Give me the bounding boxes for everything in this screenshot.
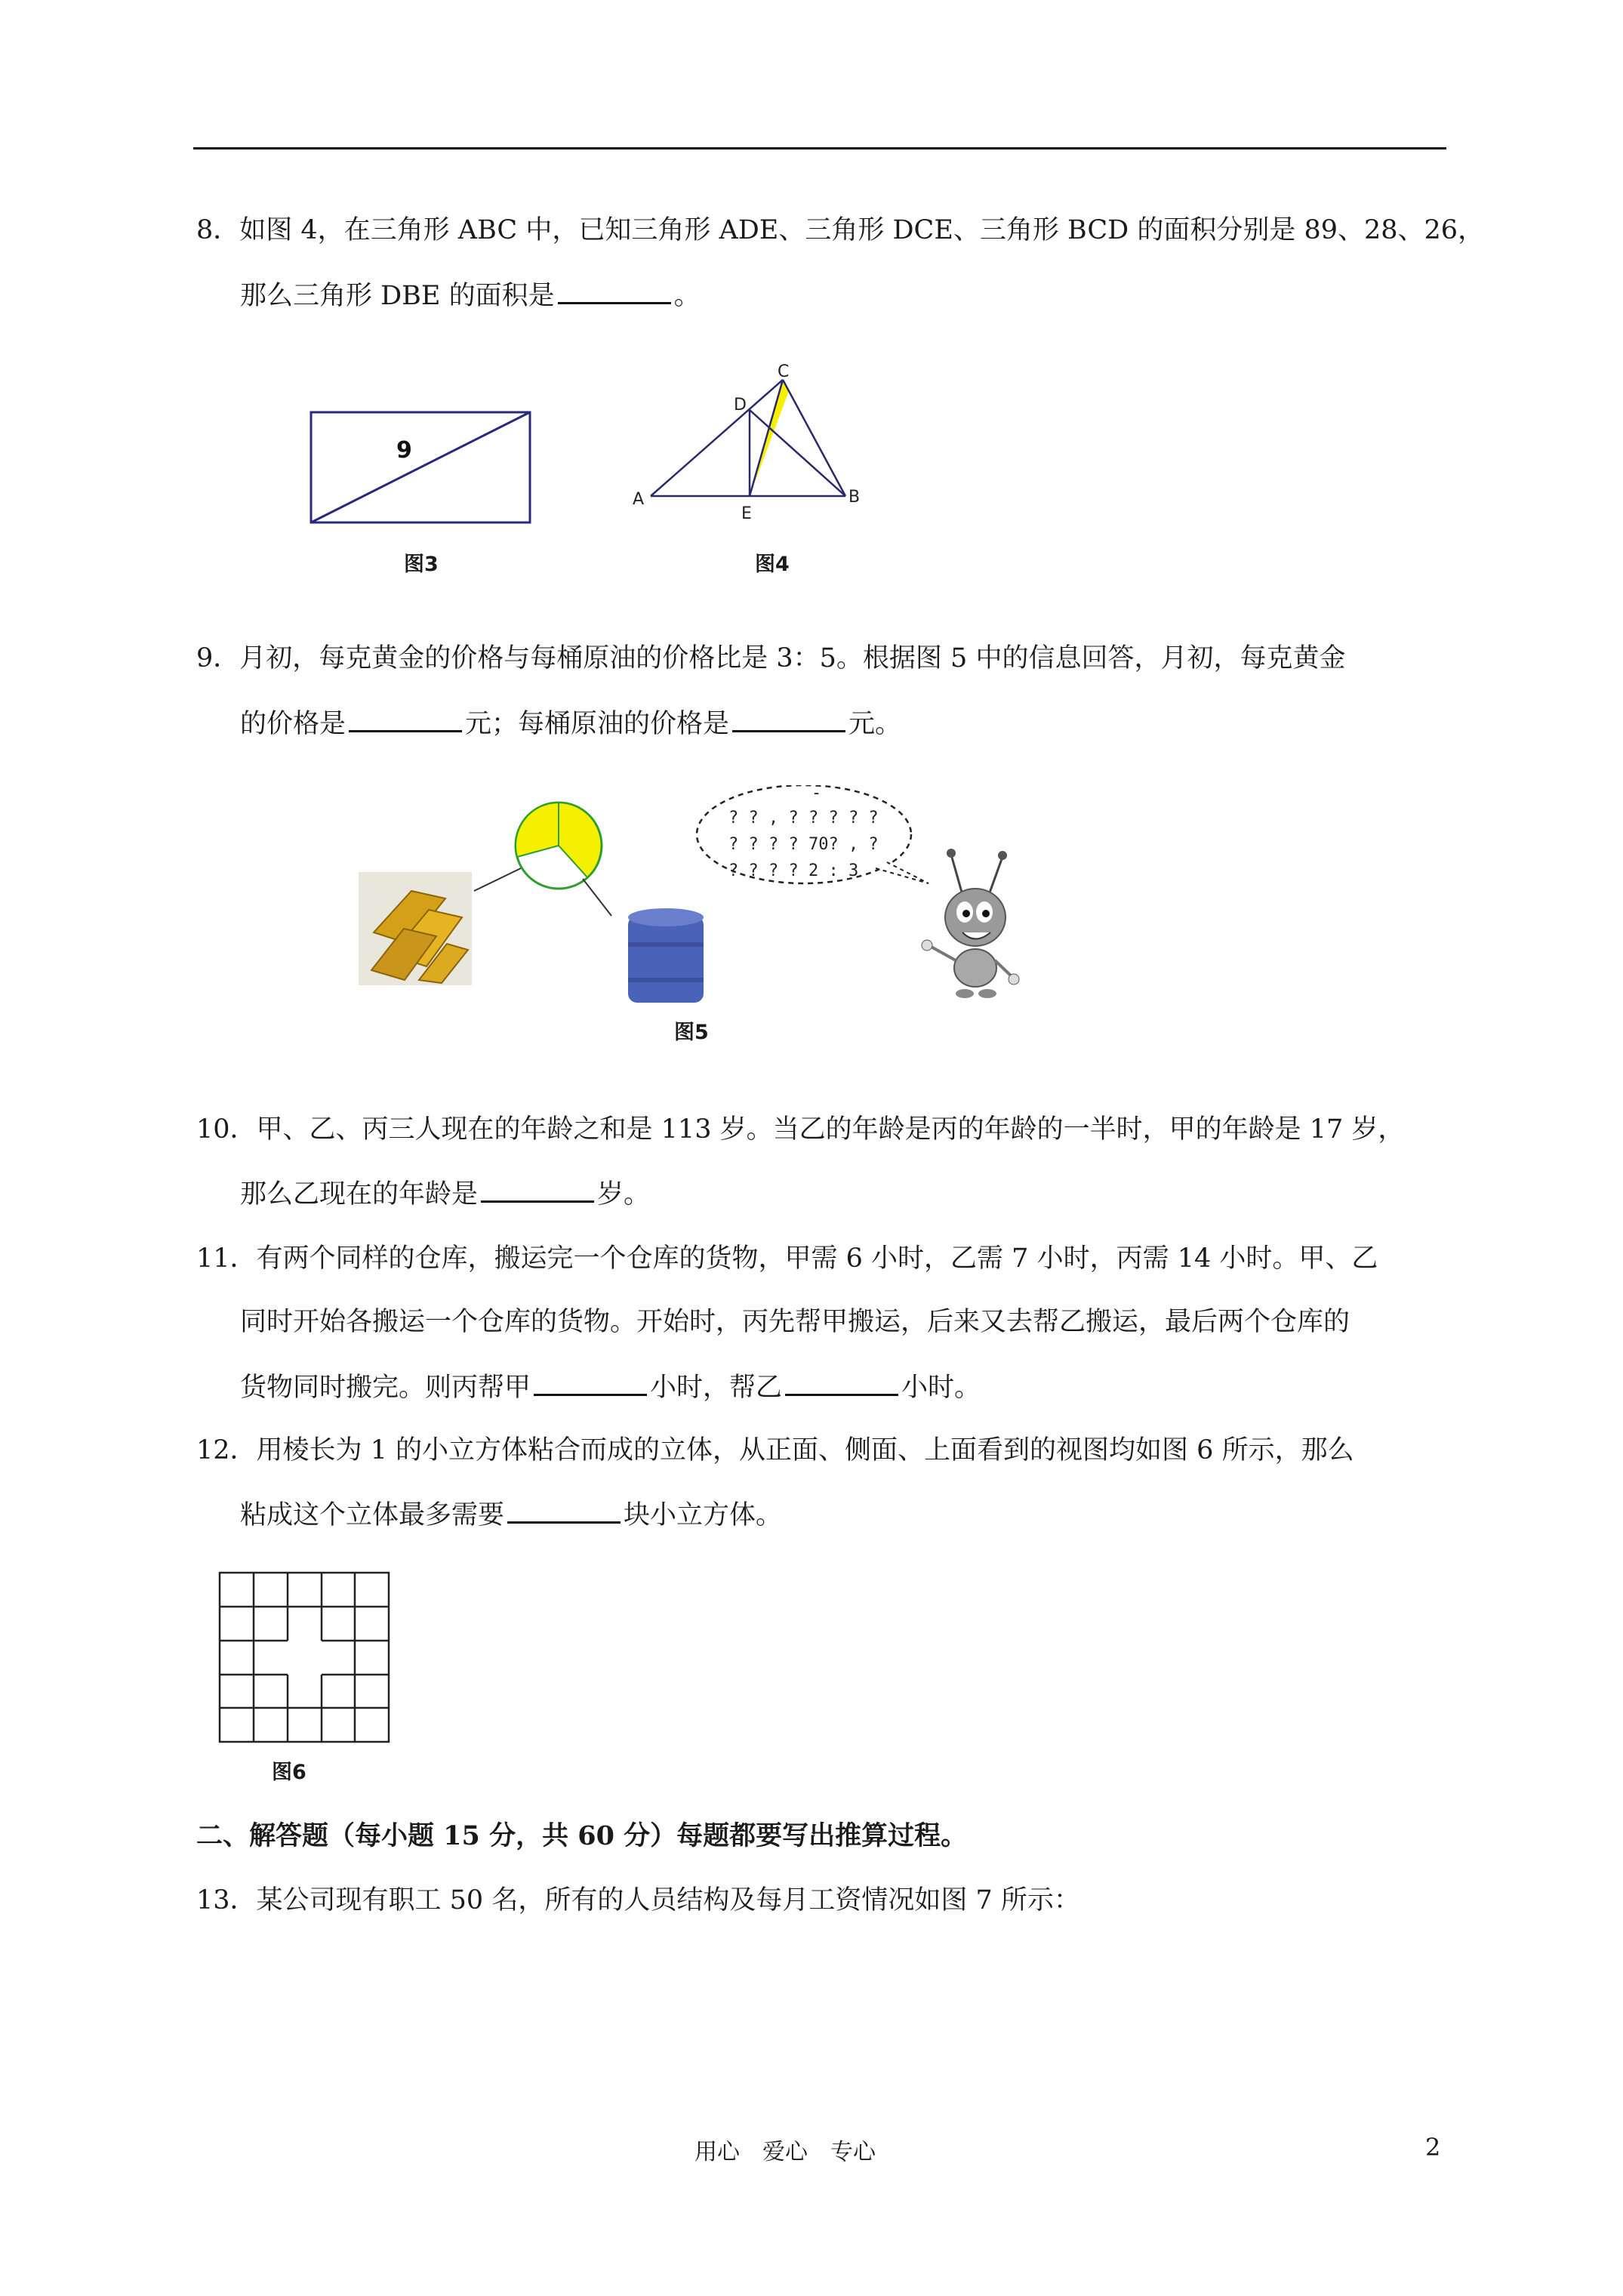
q10-text-a: 那么乙现在的年龄是: [240, 1179, 479, 1210]
figure-6-grid: [217, 1570, 393, 1746]
answer-blank-help-yi[interactable]: [785, 1371, 898, 1396]
q10-line2: [240, 1178, 1493, 1210]
answer-blank-gold[interactable]: [349, 707, 462, 732]
q11-line3: [240, 1371, 1493, 1403]
q8-text-b: 。: [673, 281, 701, 311]
q10-text-b: 岁。: [597, 1179, 651, 1210]
answer-blank-oil[interactable]: [732, 707, 845, 732]
q9-text-c: 元。: [848, 709, 902, 739]
bubble-line-1: ? ? , ? ? ? ? ?: [728, 809, 879, 827]
connector-gold: [474, 868, 521, 891]
figure-5-illustration: [355, 785, 1072, 1004]
fig3-caption: 图3: [404, 553, 439, 576]
footer-text: 用心 爱心 专心: [694, 2139, 876, 2165]
side-cb: [783, 380, 845, 496]
bubble-line-0: -: [812, 785, 822, 803]
q11-text-c: 小时。: [901, 1373, 981, 1403]
fig3-number: 9: [396, 437, 412, 464]
oil-barrel-image: [628, 908, 704, 1003]
q8-line1: 8．如图 4，在三角形 ABC 中，已知三角形 ADE、三角形 DCE、三角形 BCD 的面积分别是 89、28、26，: [196, 215, 1485, 245]
q12-line2: [240, 1499, 1493, 1530]
side-ac: [651, 380, 783, 496]
speech-bubble: [697, 785, 929, 883]
diagonal-line: [311, 412, 530, 522]
label-d: D: [734, 396, 747, 415]
cartoon-ant-image: [922, 849, 1019, 998]
header-rule: [193, 147, 1446, 149]
q12-text-b: 块小立方体。: [624, 1500, 783, 1530]
answer-blank[interactable]: [507, 1499, 621, 1524]
q11-line2: 同时开始各搬运一个仓库的货物。开始时，丙先帮甲搬运，后来又去帮乙搬运，最后两个仓库的: [240, 1307, 1350, 1337]
ratio-pie-circle: [516, 803, 602, 889]
q13-line1: 13．某公司现有职工 50 名，所有的人员结构及每月工资情况如图 7 所示：: [196, 1885, 1080, 1915]
fig5-caption: 图5: [674, 1021, 709, 1044]
answer-blank[interactable]: [481, 1178, 594, 1203]
bubble-line-3: ? ? ? ? 2 : 3: [728, 861, 859, 880]
q11-text-b: 小时，帮乙: [650, 1373, 783, 1403]
fig4-caption: 图4: [755, 553, 790, 576]
answer-blank-help-jia[interactable]: [534, 1371, 647, 1396]
section-heading: 二、解答题（每小题 15 分，共 60 分）每题都要写出推算过程。: [196, 1820, 968, 1851]
figure-3-rectangle: [302, 400, 544, 536]
segment-ec: [750, 380, 783, 496]
q8-text-a: 那么三角形 DBE 的面积是: [240, 281, 555, 311]
q9-line2: [240, 707, 1493, 739]
page-number: 2: [1425, 2133, 1441, 2162]
figure-4-triangle: [627, 351, 876, 532]
label-b: B: [848, 488, 861, 507]
q11-line1: 11．有两个同样的仓库，搬运完一个仓库的货物，甲需 6 小时，乙需 7 小时，丙需 14 小时。甲、乙: [196, 1244, 1378, 1274]
fig6-caption: 图6: [272, 1761, 306, 1784]
q9-line1: 9．月初，每克黄金的价格与每桶原油的价格比是 3：5。根据图 5 中的信息回答，月初，每克黄金: [196, 643, 1346, 673]
label-e: E: [741, 504, 752, 523]
q10-line1: 10．甲、乙、丙三人现在的年龄之和是 113 岁。当乙的年龄是丙的年龄的一半时，甲的年龄是 17 岁，: [196, 1114, 1405, 1145]
q9-text-b: 元；每桶原油的价格是: [465, 709, 730, 739]
label-c: C: [778, 362, 790, 381]
label-a: A: [633, 490, 645, 509]
q8-line2: [240, 279, 1493, 311]
q12-line1: 12．用棱长为 1 的小立方体粘合而成的立体，从正面、侧面、上面看到的视图均如图 6 所示，那么: [196, 1435, 1354, 1465]
bubble-line-2: ? ? ? ? 70? , ?: [728, 835, 879, 854]
connector-oil: [583, 879, 611, 916]
answer-blank[interactable]: [558, 279, 671, 304]
gold-bars-image: [359, 872, 472, 985]
q9-text-a: 的价格是: [240, 709, 346, 739]
q11-text-a: 货物同时搬完。则丙帮甲: [240, 1373, 531, 1403]
q12-text-a: 粘成这个立体最多需要: [240, 1500, 505, 1530]
